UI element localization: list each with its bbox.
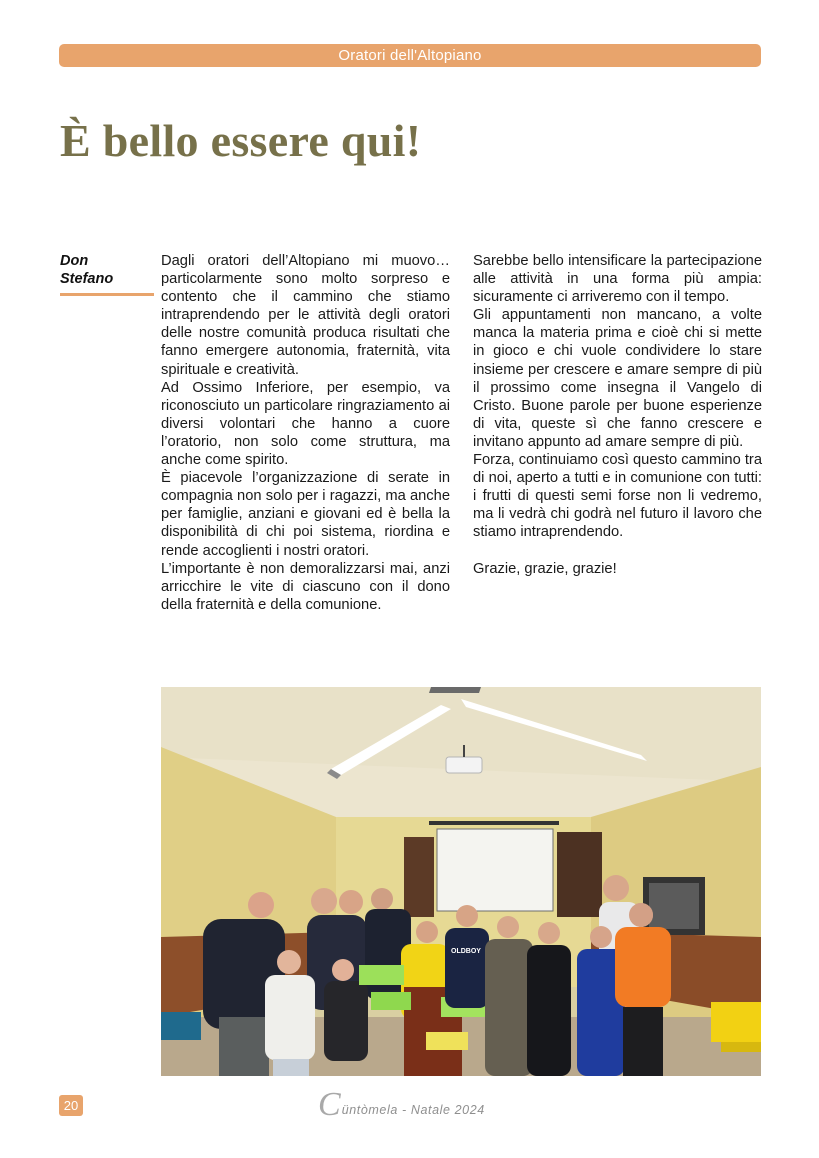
section-header: Oratori dell'Altopiano <box>59 44 761 67</box>
shirt-text: OLDBOY <box>451 948 481 955</box>
page-number: 20 <box>59 1095 83 1116</box>
group-photo <box>161 687 761 1076</box>
paragraph: È piacevole l’organizzazione di serate in compagnia non solo per i ragazzi, ma anche per famiglie, anziani e giovani ed è bella la disponibilità di chi poi sistema, riordina e rende accoglienti i nostri oratori. <box>161 470 450 559</box>
paragraph-spacer <box>473 542 762 560</box>
article-column-right <box>473 252 762 578</box>
author-underline <box>60 293 154 296</box>
magazine-footer <box>318 1086 485 1123</box>
closing-line: Grazie, grazie, grazie! <box>473 560 617 577</box>
author-byline <box>60 252 154 296</box>
magazine-issue: üntòmela - Natale 2024 <box>341 1103 485 1117</box>
paragraph: Ad Ossimo Inferiore, per esempio, va riconosciuto un particolare ringraziamento ai diversi volontari che hanno a cuore l’oratorio, non solo come struttura, ma anche come spirito. <box>161 379 450 469</box>
paragraph: Forza, continuiamo così questo cammino tra di noi, aperto a tutti e in comunione con tutti: i frutti di questi semi forse non li vedremo, ma li vedrà chi godrà nel futuro il lavoro che stiamo intraprendendo. <box>473 452 762 541</box>
magazine-logo-initial: C <box>318 1086 341 1123</box>
paragraph: Dagli oratori dell’Altopiano mi muovo… particolarmente sono molto sorpreso e contento che il cammino che stiamo intraprendendo per le attività degli oratori delle nostre comunità produca risultati che fanno emergere autonomia, fraternità, vita spirituale e creatività. <box>161 253 450 378</box>
author-name-first: Don <box>60 253 89 269</box>
group-photo-image <box>161 687 761 1076</box>
paragraph: Gli appuntamenti non mancano, a volte manca la materia prima e cioè chi si mette in gioco e chi vuole condividere lo stare insieme per crescere e amare sempre di più il prossimo come insegna il Vangelo di Cristo. Buone parole per buone esperienze di vita, queste sì che fanno crescere e invitano appunto ad amare sempre di più. <box>473 307 762 450</box>
article-title: È bello essere qui! <box>60 115 422 166</box>
paragraph: L’importante è non demoralizzarsi mai, anzi arricchire le vite di ciascuno con il dono della fraternità e della comunione. <box>161 560 450 613</box>
article-column-left <box>161 252 450 614</box>
paragraph: Sarebbe bello intensificare la partecipazione alle attività in una forma più ampia: sicuramente ci arriveremo con il tempo. <box>473 253 762 306</box>
author-name-last: Stefano <box>60 271 114 287</box>
